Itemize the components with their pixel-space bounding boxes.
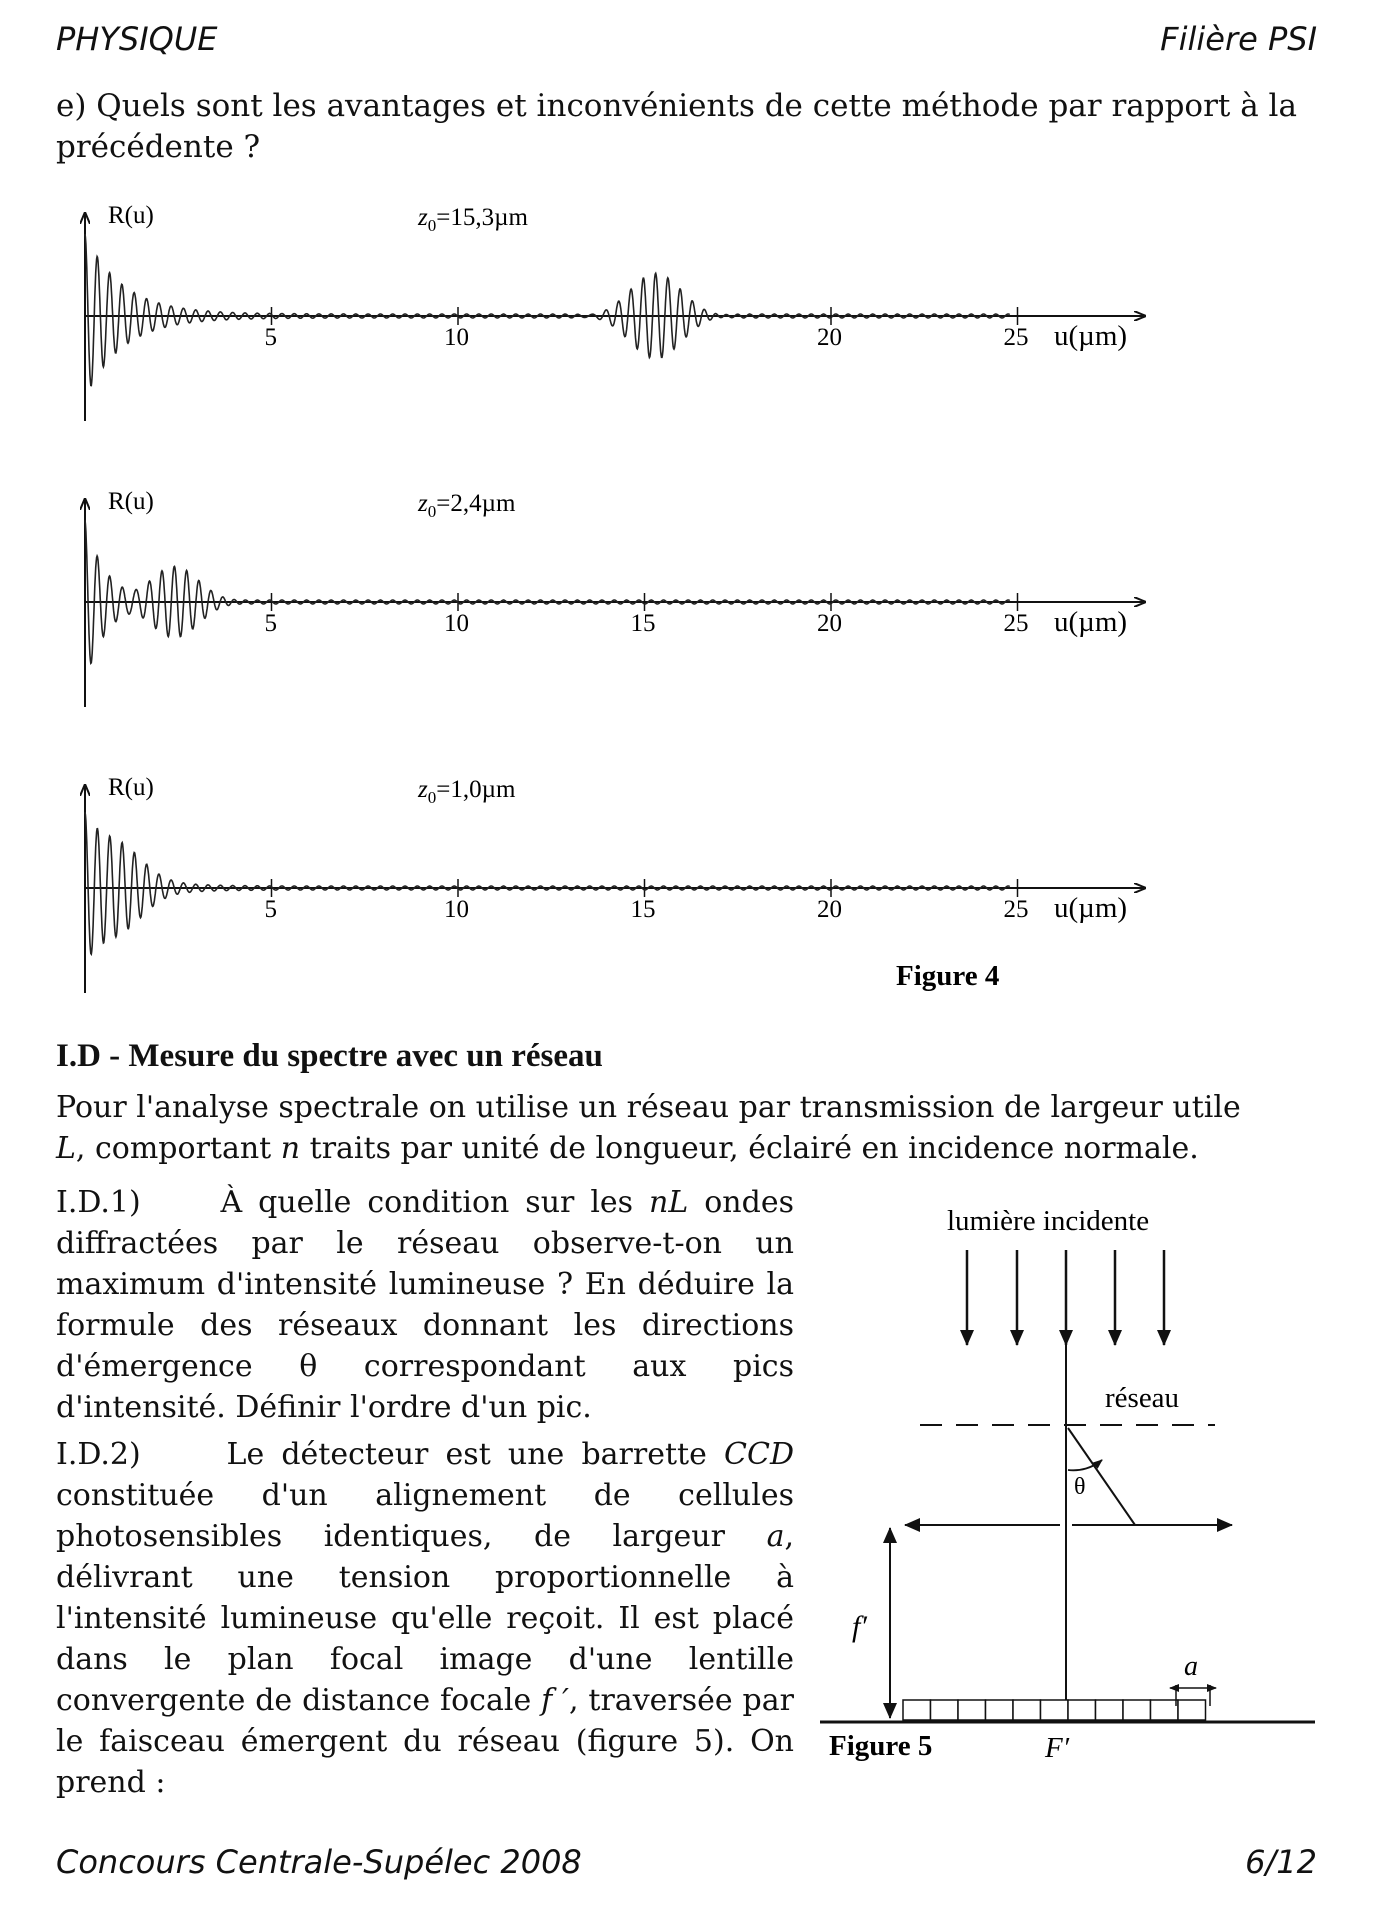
signal-curve (85, 234, 1010, 386)
plot-title-sub: 0 (427, 788, 437, 807)
y-axis-label: R(u) (108, 488, 154, 515)
question-id1 (56, 1182, 794, 1428)
plot-title-z: z (418, 490, 428, 517)
x-axis-label: u(µm) (1054, 606, 1128, 638)
intro-text-3: traits par unité de longueur, éclairé en incidence normale. (300, 1131, 1199, 1166)
ccd-cell (1096, 1700, 1124, 1720)
ccd-cell (931, 1700, 959, 1720)
plot-title (417, 776, 516, 807)
plot-title-sub: 0 (427, 216, 437, 235)
x-tick-label: 10 (444, 324, 469, 351)
grating-label: réseau (1105, 1382, 1180, 1414)
q1-text-2: ondes diffractées par le réseau observe-t-on un maximum d'intensité lumineuse ? En déduire la formule des réseaux donnant les directions d'émergence (56, 1185, 794, 1384)
q2-number: I.D.2) (56, 1437, 141, 1472)
ccd-cell (1013, 1700, 1041, 1720)
plot-title (417, 490, 516, 521)
page-header-right: Filière PSI (1160, 20, 1317, 58)
figure-5 (815, 1195, 1335, 1775)
ccd-cell (903, 1700, 931, 1720)
section-title: I.D - Mesure du spectre avec un réseau (56, 1038, 603, 1074)
intro-symbol-n: n (280, 1131, 301, 1166)
q2-text-3: , délivrant une tension proportionnelle à l'intensité lumineuse qu'elle reçoit. Il est placé dans le plan focal image d'une lentille convergente de distance focale (56, 1519, 794, 1718)
plot-title-sub: 0 (427, 502, 437, 521)
cell-width-label: a (1184, 1651, 1198, 1682)
q1-text-1: À quelle condition sur les (220, 1185, 634, 1220)
x-tick-label: 25 (1003, 324, 1029, 351)
plot-2 (85, 488, 1145, 707)
y-axis-label: R(u) (108, 202, 154, 229)
plot-title-z: z (418, 776, 428, 803)
plot-title-value: =2,4µm (436, 490, 516, 517)
ccd-cell (1151, 1700, 1179, 1720)
x-tick-label: 10 (444, 610, 469, 637)
q1-symbol-nL: nL (649, 1185, 689, 1220)
q2-symbol-ccd: CCD (724, 1437, 795, 1472)
ccd-cell (986, 1700, 1014, 1720)
ccd-cell (1041, 1700, 1069, 1720)
q2-text-4: , traversée par le faisceau émergent du réseau (figure 5). On prend : (56, 1683, 794, 1800)
x-tick-label: 20 (817, 324, 842, 351)
ccd-cell (1123, 1700, 1151, 1720)
q1-number: I.D.1) (56, 1185, 141, 1220)
x-tick-label: 15 (630, 610, 656, 637)
x-axis-label: u(µm) (1054, 892, 1128, 924)
plot-title-z: z (418, 204, 428, 231)
incident-light-label: lumière incidente (947, 1205, 1150, 1237)
x-tick-label: 5 (264, 610, 277, 637)
intro-text-2: , comportant (75, 1131, 272, 1166)
x-tick-label: 5 (264, 896, 277, 923)
ccd-cell (1068, 1700, 1096, 1720)
question-e-line1: e) Quels sont les avantages et inconvénients de cette méthode par rapport à la (56, 88, 1297, 124)
question-id2 (56, 1434, 794, 1803)
section-intro (56, 1087, 1318, 1169)
x-tick-label: 25 (1003, 610, 1029, 637)
ccd-cell (958, 1700, 986, 1720)
q2-symbol-f: f ′ (541, 1683, 569, 1718)
y-axis-label: R(u) (108, 774, 154, 801)
x-axis-label: u(µm) (1054, 320, 1128, 352)
focal-label: f′ (852, 1610, 867, 1643)
page-footer-left: Concours Centrale-Supélec 2008 (56, 1843, 582, 1881)
intro-text-1: Pour l'analyse spectrale on utilise un réseau par transmission de largeur utile (56, 1090, 1241, 1125)
plot-title (417, 204, 528, 235)
signal-curve (85, 520, 1010, 663)
x-tick-label: 20 (817, 896, 842, 923)
x-tick-label: 5 (264, 324, 277, 351)
question-e-line2: précédente ? (56, 129, 261, 165)
q2-text-2: constituée d'un alignement de cellules photosensibles identiques, de largeur (56, 1478, 794, 1554)
x-tick-label: 25 (1003, 896, 1029, 923)
page-header-left: PHYSIQUE (56, 20, 218, 58)
plot-title-value: =1,0µm (436, 776, 516, 803)
x-tick-label: 20 (817, 610, 842, 637)
ccd-detector (903, 1700, 1206, 1720)
q2-text-1: Le détecteur est une barrette (226, 1437, 707, 1472)
x-tick-label: 10 (444, 896, 469, 923)
plot-title-value: =15,3µm (436, 204, 528, 231)
figure-5-caption: Figure 5 (829, 1730, 933, 1762)
intro-symbol-L: L (56, 1131, 76, 1166)
plot-1 (85, 202, 1145, 421)
q1-symbol-theta: θ (299, 1349, 318, 1384)
theta-label: θ (1074, 1474, 1086, 1500)
page-footer-right: 6/12 (1245, 1843, 1317, 1881)
q2-symbol-a: a (766, 1519, 785, 1554)
x-tick-label: 15 (630, 896, 656, 923)
q1-text-3: correspondant aux pics d'intensité. Définir l'ordre d'un pic. (56, 1349, 794, 1425)
focal-point-label: F′ (1045, 1732, 1070, 1764)
signal-curve (85, 812, 1010, 954)
ccd-cell (1178, 1700, 1206, 1720)
figure-4-caption: Figure 4 (896, 960, 1000, 992)
